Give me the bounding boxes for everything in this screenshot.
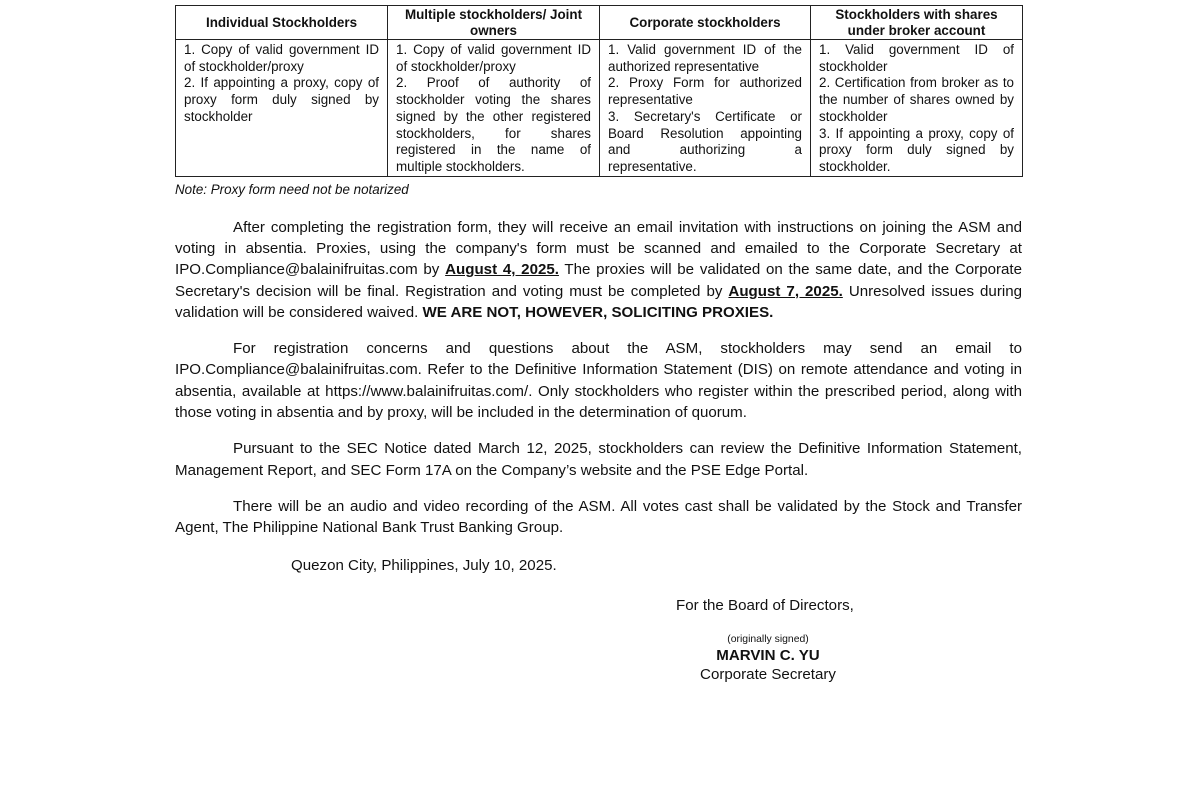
- paragraph-concerns: For registration concerns and questions about the ASM, stockholders may send an email to IPO.Compliance@balainifruitas.com. Refer to the Definitive Information Statement (DIS) on remote attendance and voting in absentia, available at https://www.balainifruitas.com/. Only stockholders who register within the prescribed period, along with those voting in absentia and by proxy, will be included in the determination of quorum.: [175, 340, 1022, 421]
- place-and-date: Quezon City, Philippines, July 10, 2025.: [291, 557, 557, 575]
- signature-block: [676, 596, 876, 683]
- table-row: [176, 40, 1023, 177]
- list-item: 1. Copy of valid government ID of stockholder/proxy: [184, 42, 379, 74]
- deadline-registration-date: August 7, 2025.: [728, 282, 843, 300]
- signature-salutation: For the Board of Directors,: [676, 597, 854, 614]
- header-broker: Stockholders with shares under broker account: [811, 6, 1023, 40]
- signatory: [676, 634, 860, 685]
- header-corporate: Corporate stockholders: [600, 6, 811, 40]
- notice-page: [175, 5, 1022, 575]
- table-note: Note: Proxy form need not be notarized: [175, 181, 409, 197]
- cell-individual: [176, 40, 388, 177]
- list-item: 1. Valid government ID of stockholder: [819, 42, 1014, 74]
- list-item: 3. If appointing a proxy, copy of proxy form duly signed by stockholder.: [819, 125, 1014, 174]
- cell-multiple: [388, 40, 600, 177]
- header-individual: Individual Stockholders: [176, 6, 388, 40]
- paragraph-text: Unresolved issues during validation will be considered waived.: [175, 282, 1022, 321]
- list-item: 2. Proxy Form for authorized representative: [608, 75, 802, 108]
- list-item: 2. Proof of authority of stockholder voting the shares signed by the other registered stockholders, for shares registered in the name of multiple stockholders.: [396, 75, 591, 174]
- header-multiple: Multiple stockholders/ Joint owners: [388, 6, 600, 40]
- no-solicitation-statement: WE ARE NOT, HOWEVER, SOLICITING PROXIES.: [422, 303, 774, 321]
- cell-broker: [811, 40, 1023, 177]
- cell-corporate: [600, 40, 811, 177]
- paragraph-registration: [175, 217, 1022, 323]
- deadline-proxy-date: August 4, 2025.: [445, 261, 559, 279]
- requirements-table: [175, 5, 1023, 177]
- paragraph-recording: There will be an audio and video recording of the ASM. All votes cast shall be validated by the Stock and Transfer Agent, The Philippine National Bank Trust Banking Group.: [175, 497, 1022, 537]
- signatory-name: MARVIN C. YU: [716, 647, 820, 664]
- list-item: 2. Certification from broker as to the number of shares owned by stockholder: [819, 75, 1014, 124]
- list-item: 1. Valid government ID of the authorized representative: [608, 42, 802, 74]
- list-item: 3. Secretary's Certificate or Board Resolution appointing and authorizing a representative.: [608, 108, 802, 174]
- signature-note: (originally signed): [727, 634, 809, 645]
- list-item: 1. Copy of valid government ID of stockholder/proxy: [396, 42, 591, 74]
- list-item: 2. If appointing a proxy, copy of proxy form duly signed by stockholder: [184, 75, 379, 124]
- paragraph-sec-notice: Pursuant to the SEC Notice dated March 12, 2025, stockholders can review the Definitive Information Statement, Management Report, and SEC Form 17A on the Company’s website and the PSE Edge Portal.: [175, 440, 1022, 479]
- table-header-row: [176, 6, 1023, 40]
- paragraph-text: The proxies will be validated on the same date, and the Corporate Secretary's decision will be final. Registration and voting must be completed by: [175, 261, 1023, 300]
- paragraph-text: After completing the registration form, they will receive an email invitation with instructions on joining the ASM and voting in absentia. Proxies, using the company's form must be scanned and emailed to the Corporate Secretary at IPO.Compliance@balainifruitas.com by: [175, 218, 1022, 279]
- signatory-title: Corporate Secretary: [700, 666, 836, 683]
